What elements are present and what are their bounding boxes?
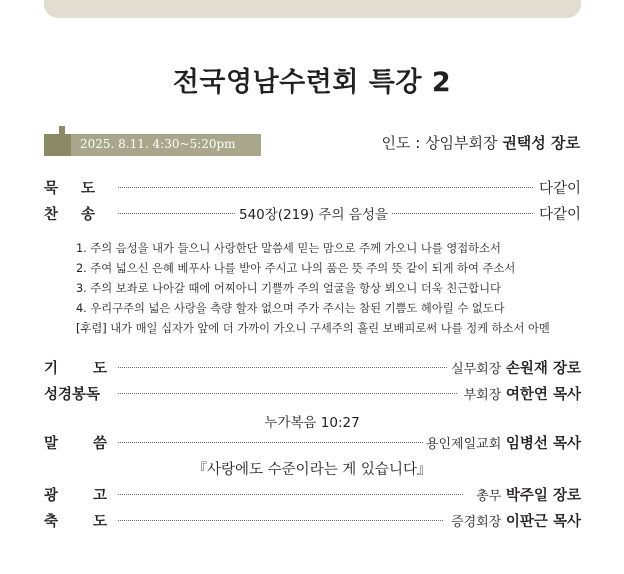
order-performer: 다같이 xyxy=(538,207,581,223)
order-performer xyxy=(476,484,581,505)
order-label: 말 씀 xyxy=(44,436,108,452)
order-row-silent-prayer xyxy=(44,177,581,199)
date-tab xyxy=(44,126,244,158)
leader-dots xyxy=(118,520,443,521)
performer-name: 임병선 목사 xyxy=(505,436,581,452)
order-row-announcements xyxy=(44,484,581,506)
lyric-line: 1. 주의 음성을 내가 들으니 사랑한단 말씀세 믿는 맘으로 주께 가오니 나를 영접하소서 xyxy=(76,242,501,255)
performer-name: 박주일 장로 xyxy=(505,488,581,504)
leader-dots xyxy=(118,367,447,368)
lyric-line: 3. 주의 보좌로 나아갈 때에 어찌아니 기쁠까 주의 얼굴을 항상 뵈오니 더욱 친근합니다 xyxy=(76,282,501,295)
leader-dots xyxy=(118,494,463,495)
performer-name: 여한연 목사 xyxy=(505,387,581,403)
page-title: 전국영남수련회 특강 2 xyxy=(172,67,452,98)
order-label: 묵 도 xyxy=(44,181,96,197)
hymn-lyrics xyxy=(76,239,586,339)
order-label: 축 도 xyxy=(44,514,108,530)
order-row-benediction xyxy=(44,510,581,532)
service-date: 2025. 8.11. 4:30~5:20pm xyxy=(80,137,236,151)
performer-role: 용인제일교회 xyxy=(425,437,502,452)
order-row-scripture-reading xyxy=(44,383,581,405)
order-row-prayer xyxy=(44,357,581,379)
order-performer xyxy=(451,357,581,378)
order-label: 기 도 xyxy=(44,361,108,377)
order-performer: 다같이 xyxy=(538,181,581,197)
order-label: 찬 송 xyxy=(44,207,96,223)
hymn-title: 540장(219) 주의 음성을 xyxy=(235,203,392,223)
performer-role: 실무회장 xyxy=(451,362,502,377)
performer-role: 총무 xyxy=(476,489,502,504)
scripture-reference: 누가복음 10:27 xyxy=(264,415,360,431)
order-performer xyxy=(464,383,581,404)
order-performer xyxy=(426,432,581,453)
tab-ornament-block xyxy=(44,134,74,156)
order-performer xyxy=(451,510,581,531)
leader-dots xyxy=(118,393,457,394)
top-banner xyxy=(44,0,581,18)
order-row-hymn xyxy=(44,203,581,225)
leader-role: 인도 : 상임부회장 xyxy=(381,134,498,152)
lyric-line: 2. 주여 넓으신 은혜 베푸사 나를 받아 주시고 나의 품은 뜻 주의 뜻 같이 되게 하여 주소서 xyxy=(76,262,516,275)
order-label: 성경봉독 xyxy=(44,387,101,403)
leader-dots xyxy=(118,187,533,188)
leader-name: 권택성 장로 xyxy=(502,134,580,152)
lyric-line: [후렴] 내가 매일 십자가 앞에 더 가까이 가오니 구세주의 흘린 보배피로써 나를 정케 하소서 아멘 xyxy=(76,322,550,335)
performer-role: 증경회장 xyxy=(451,515,502,530)
performer-name: 손원재 장로 xyxy=(505,361,581,377)
sermon-title: 『사랑에도 수준이라는 게 있습니다』 xyxy=(192,462,432,478)
performer-name: 이판근 목사 xyxy=(505,514,581,530)
service-leader xyxy=(382,132,581,153)
leader-dots xyxy=(118,442,423,443)
lyric-line: 4. 우리구주의 넓은 사랑을 측량 할자 없으며 주가 주시는 참된 기쁨도 헤아릴 수 없도다 xyxy=(76,302,505,315)
order-label: 광 고 xyxy=(44,488,108,504)
order-row-sermon xyxy=(44,432,581,454)
performer-role: 부회장 xyxy=(463,388,502,403)
